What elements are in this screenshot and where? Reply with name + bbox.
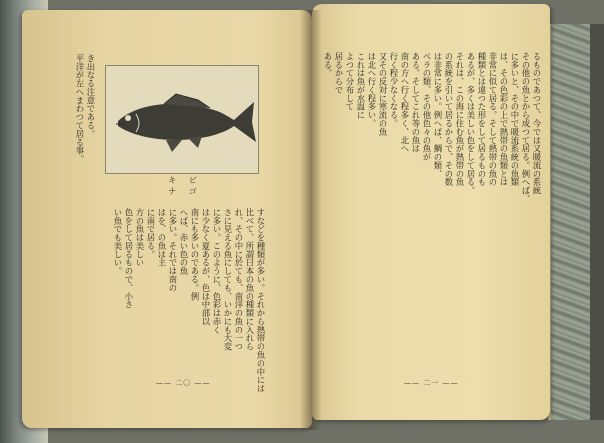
text-column: 行く程少なくなる。 <box>389 52 399 128</box>
text-column: それは、この海に住む魚が熱帯の魚 <box>455 52 465 187</box>
left-page-side-text <box>74 54 96 172</box>
text-column: すなどを種類が多い。それから熱帯の魚の中には <box>256 208 266 393</box>
text-column: ある。そしてこれ等の魚は <box>411 52 421 153</box>
text-column: 南にも多いのである。例 <box>190 208 200 301</box>
text-column: に多い。それでは南の <box>168 208 178 292</box>
text-column: 種類とは違つた形をして居るものも <box>477 52 487 187</box>
left-page-number: —— 二〇 —— <box>156 379 211 387</box>
text-column: 又その反対に寒流の魚 <box>378 52 388 136</box>
text-column: その他の魚とから成つて居る。例へば、 <box>521 52 531 204</box>
text-column: は、その色彩の上で熱帯の魚類とは <box>499 52 509 187</box>
text-column: はを、の魚は主 <box>157 208 167 267</box>
text-column: 居るからで <box>334 52 344 94</box>
text-column: は北へ行く程多い。 <box>367 52 377 128</box>
fish-icon <box>106 66 258 173</box>
text-column: よつて分布して <box>345 52 355 111</box>
book-board <box>590 24 604 420</box>
text-column: 非常に似て居る。そして熱帯の魚の <box>488 52 498 187</box>
text-column: ある。 <box>323 52 333 78</box>
right-page-number: —— 二一 —— <box>404 379 459 387</box>
text-column: き出なる注意である。 <box>86 54 96 138</box>
text-column: の系統を引いて居るからで、その数 <box>444 52 454 187</box>
figure-caption: キ ビ ナ ゴ <box>168 176 202 196</box>
text-column: に多い。このように、色彩は赤く <box>212 208 222 334</box>
text-column: れ、その中に於ても、南洋の魚の一つ <box>234 208 244 351</box>
text-column: は非常に多い。例へば、鯛の類、 <box>433 52 443 178</box>
text-column: に多いと、その中で暖流系統の魚類 <box>510 52 520 187</box>
text-column: これは魚が水温に <box>356 52 366 120</box>
text-column: 方の魚は美しい <box>135 208 145 267</box>
text-column: ベラの類、その他色々の魚が <box>422 52 432 162</box>
text-column: 平洋が左へまわつて居る事。 <box>75 54 85 164</box>
book-gutter <box>300 10 322 430</box>
text-column: るものであつて、今では又暖流の系統 <box>532 52 542 195</box>
text-column: は少なく夏あるが、色は中部以 <box>201 208 211 326</box>
text-column: い魚でも美しい。 <box>113 208 123 276</box>
text-column: 比べて、所謂日本の魚の種類に入れら <box>245 208 255 351</box>
right-page-body-text <box>323 52 542 368</box>
text-column: 色をして居るもので、小さ <box>124 208 134 309</box>
text-column: あるが、多くは美しい色をして居る。 <box>466 52 476 195</box>
text-column: へば、赤い色の魚 <box>179 208 189 276</box>
fish-figure <box>105 65 259 174</box>
text-column: 南の方へ行く程多く、北へ <box>400 52 410 153</box>
text-column: に南で居る。 <box>146 208 156 259</box>
text-column: さに見える魚にしても、いかにも大変 <box>223 208 233 351</box>
